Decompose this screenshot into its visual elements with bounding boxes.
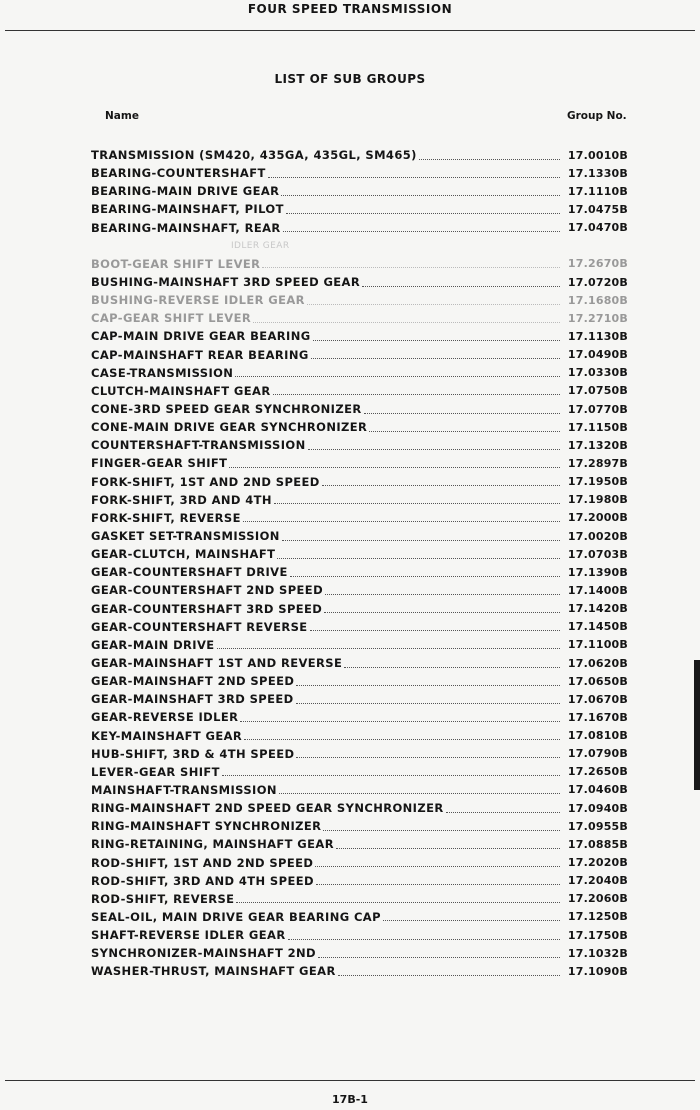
dot-leader <box>283 231 560 232</box>
list-item <box>91 454 628 472</box>
item-name: LEVER-GEAR SHIFT <box>91 764 220 779</box>
list-item <box>91 436 628 454</box>
item-group-number: 17.0650B <box>567 674 628 688</box>
item-name: CLUTCH-MAINSHAFT GEAR <box>91 383 271 398</box>
dot-leader <box>279 793 560 794</box>
list-item <box>91 364 628 382</box>
dot-leader <box>307 304 560 305</box>
list-item <box>91 382 628 400</box>
item-group-number: 17.2020B <box>567 856 628 870</box>
item-name: CONE-3RD SPEED GEAR SYNCHRONIZER <box>91 402 362 417</box>
dot-leader <box>217 648 560 649</box>
list-item <box>91 817 628 835</box>
dot-leader <box>318 957 560 958</box>
dot-leader <box>316 884 560 885</box>
list-item <box>91 890 628 908</box>
item-name: FORK-SHIFT, 1ST AND 2ND SPEED <box>91 474 320 489</box>
dot-leader <box>262 267 560 268</box>
list-item <box>91 654 628 672</box>
dot-leader <box>308 449 560 450</box>
list-item <box>91 853 628 871</box>
list-item <box>91 164 628 182</box>
dot-leader <box>383 920 560 921</box>
item-group-number: 17.1390B <box>567 565 628 579</box>
list-item <box>91 200 628 218</box>
item-group-number: 17.0770B <box>567 402 628 416</box>
list-item <box>91 509 628 527</box>
item-group-number: 17.1330B <box>567 166 628 180</box>
item-group-number: 17.0330B <box>567 366 628 380</box>
list-item <box>91 872 628 890</box>
dot-leader <box>273 394 560 395</box>
dot-leader <box>338 975 560 976</box>
item-name: GEAR-COUNTERSHAFT 2ND SPEED <box>91 583 324 598</box>
dot-leader <box>364 413 560 414</box>
list-item <box>91 563 628 581</box>
page-header-title: FOUR SPEED TRANSMISSION <box>247 2 453 16</box>
item-group-number: 17.1450B <box>567 620 628 634</box>
item-name: BOOT-GEAR SHIFT LEVER <box>91 256 261 271</box>
column-header-group-no: Group No. <box>567 110 627 122</box>
item-name: CASE-TRANSMISSION <box>91 365 234 380</box>
list-item <box>91 926 628 944</box>
item-name: BEARING-MAIN DRIVE GEAR <box>91 184 280 199</box>
item-name: BEARING-MAINSHAFT, REAR <box>91 220 281 235</box>
item-group-number: 17.2040B <box>567 874 628 888</box>
dot-leader <box>290 576 560 577</box>
item-group-number: 17.1750B <box>567 928 628 942</box>
list-item <box>91 400 628 418</box>
header-divider <box>5 30 695 31</box>
item-name: GEAR-REVERSE IDLER <box>91 710 239 725</box>
dot-leader <box>369 431 560 432</box>
item-group-number: 17.1320B <box>567 438 628 452</box>
item-group-number: 17.1680B <box>567 293 628 307</box>
item-name: COUNTERSHAFT-TRANSMISSION <box>91 438 306 453</box>
dot-leader <box>322 485 560 486</box>
item-name: GEAR-CLUTCH, MAINSHAFT <box>91 547 276 562</box>
list-item <box>91 944 628 962</box>
column-header-name: Name <box>105 110 139 122</box>
list-item <box>91 309 628 327</box>
list-item <box>91 545 628 563</box>
dot-leader <box>243 521 560 522</box>
list-item <box>91 327 628 345</box>
list-item <box>91 835 628 853</box>
dot-leader <box>291 249 560 250</box>
item-group-number: 17.0470B <box>567 221 628 235</box>
item-name: BUSHING-MAINSHAFT 3RD SPEED GEAR <box>91 275 361 290</box>
item-group-number: 17.2650B <box>567 765 628 779</box>
dot-leader <box>268 177 560 178</box>
item-group-number: 17.0020B <box>567 529 628 543</box>
item-name: RING-MAINSHAFT SYNCHRONIZER <box>91 819 322 834</box>
list-item <box>91 418 628 436</box>
item-group-number: 17.2670B <box>567 257 628 271</box>
item-name: CAP-MAINSHAFT REAR BEARING <box>91 347 309 362</box>
item-group-number: 17.0810B <box>567 729 628 743</box>
sub-group-list <box>91 146 628 980</box>
item-name: BEARING-COUNTERSHAFT <box>91 166 266 181</box>
dot-leader <box>222 775 560 776</box>
dot-leader <box>324 612 560 613</box>
list-item <box>91 219 628 237</box>
list-item <box>91 146 628 164</box>
list-item <box>91 291 628 309</box>
dot-leader <box>282 540 560 541</box>
item-name: TRANSMISSION (SM420, 435GA, 435GL, SM465) <box>91 148 417 163</box>
list-item <box>91 182 628 200</box>
dot-leader <box>288 939 560 940</box>
dot-leader <box>277 558 560 559</box>
dot-leader <box>311 358 560 359</box>
item-name: GEAR-MAINSHAFT 2ND SPEED <box>91 674 295 689</box>
item-name: GEAR-COUNTERSHAFT DRIVE <box>91 565 288 580</box>
item-group-number: 17.0460B <box>567 783 628 797</box>
item-group-number: 17.0010B <box>567 148 628 162</box>
list-item <box>91 672 628 690</box>
item-name: SHAFT-REVERSE IDLER GEAR <box>91 928 286 943</box>
item-group-number: 17.1130B <box>567 329 628 343</box>
item-group-number: 17.0703B <box>567 547 628 561</box>
item-group-number: 17.0490B <box>567 348 628 362</box>
item-group-number: 17.0940B <box>567 801 628 815</box>
dot-leader <box>336 848 560 849</box>
dot-leader <box>253 322 560 323</box>
item-group-number: 17.1250B <box>567 910 628 924</box>
item-group-number: 17.0750B <box>567 384 628 398</box>
list-item <box>91 962 628 980</box>
dot-leader <box>244 739 560 740</box>
item-name: RING-MAINSHAFT 2ND SPEED GEAR SYNCHRONIZER <box>91 801 444 816</box>
dot-leader <box>229 467 560 468</box>
item-group-number: 17.1110B <box>567 184 628 198</box>
dot-leader <box>419 159 560 160</box>
item-group-number: 17.0790B <box>567 747 628 761</box>
item-group-number: 17.1032B <box>567 946 628 960</box>
list-item <box>91 690 628 708</box>
item-name: SEAL-OIL, MAIN DRIVE GEAR BEARING CAP <box>91 909 381 924</box>
item-name: GEAR-MAINSHAFT 1ST AND REVERSE <box>91 656 343 670</box>
item-name: BEARING-MAINSHAFT, PILOT <box>91 202 284 217</box>
item-name: GEAR-MAIN DRIVE <box>91 637 215 652</box>
item-name: CONE-MAIN DRIVE GEAR SYNCHRONIZER <box>91 420 368 435</box>
item-name: ROD-SHIFT, 1ST AND 2ND SPEED <box>91 855 314 870</box>
item-group-number: 17.0620B <box>567 656 628 670</box>
list-item <box>91 473 628 491</box>
item-group-number: 17.0885B <box>567 837 628 851</box>
edge-index-tab <box>694 660 700 790</box>
list-item <box>91 491 628 509</box>
dot-leader <box>315 866 560 867</box>
item-group-number: 17.1980B <box>567 493 628 507</box>
dot-leader <box>323 830 560 831</box>
item-name: ROD-SHIFT, 3RD AND 4TH SPEED <box>91 873 314 888</box>
dot-leader <box>325 594 560 595</box>
dot-leader <box>310 630 560 631</box>
item-group-number: 17.2710B <box>567 311 628 325</box>
item-name: CAP-MAIN DRIVE GEAR BEARING <box>91 329 311 344</box>
item-name: BUSHING-REVERSE IDLER GEAR <box>91 293 305 308</box>
list-item <box>91 727 628 745</box>
item-group-number: 17.1150B <box>567 420 628 434</box>
item-group-number: 17.0475B <box>567 202 628 216</box>
dot-leader <box>446 812 560 813</box>
list-item <box>91 346 628 364</box>
item-name: HUB-SHIFT, 3RD & 4TH SPEED <box>91 746 295 761</box>
list-item <box>91 581 628 599</box>
item-name: FORK-SHIFT, 3RD AND 4TH <box>91 492 272 507</box>
dot-leader <box>296 703 560 704</box>
list-item <box>91 636 628 654</box>
dot-leader <box>240 721 560 722</box>
item-name: FINGER-GEAR SHIFT <box>91 456 228 471</box>
list-item <box>91 273 628 291</box>
item-name: GEAR-MAINSHAFT 3RD SPEED <box>91 692 294 707</box>
page-number: 17B-1 <box>332 1093 368 1106</box>
item-group-number: 17.1090B <box>567 964 628 978</box>
item-group-number: 17.1950B <box>567 475 628 489</box>
item-name: MAINSHAFT-TRANSMISSION <box>91 782 277 797</box>
item-group-number: 17.0720B <box>567 275 628 289</box>
dot-leader <box>274 503 560 504</box>
item-name: WASHER-THRUST, MAINSHAFT GEAR <box>91 964 336 979</box>
list-item <box>91 255 628 273</box>
item-name: GEAR-COUNTERSHAFT 3RD SPEED <box>91 601 323 616</box>
item-group-number: 17.0670B <box>567 692 628 706</box>
item-group-number: 17.1420B <box>567 602 628 616</box>
item-name: CAP-GEAR SHIFT LEVER <box>91 311 252 326</box>
item-group-number: 17.2897B <box>567 456 628 470</box>
footer-divider <box>5 1080 695 1081</box>
dot-leader <box>236 902 560 903</box>
dot-leader <box>362 286 560 287</box>
dot-leader <box>296 685 560 686</box>
dot-leader <box>281 195 560 196</box>
item-name: ROD-SHIFT, REVERSE <box>91 891 235 906</box>
item-name: SYNCHRONIZER-MAINSHAFT 2ND <box>91 946 316 961</box>
item-name: GEAR-COUNTERSHAFT REVERSE <box>91 619 308 634</box>
dot-leader <box>313 340 560 341</box>
item-name: KEY-MAINSHAFT GEAR <box>91 728 243 743</box>
item-group-number: 17.1100B <box>567 638 628 652</box>
list-item <box>91 908 628 926</box>
item-group-number: 17.2000B <box>567 511 628 525</box>
dot-leader <box>296 757 560 758</box>
list-item <box>91 781 628 799</box>
item-name: RING-RETAINING, MAINSHAFT GEAR <box>91 837 334 852</box>
dot-leader <box>286 213 560 214</box>
list-item <box>91 527 628 545</box>
item-group-number: 17.2060B <box>567 892 628 906</box>
list-item <box>91 600 628 618</box>
list-item <box>91 708 628 726</box>
item-group-number: 17.0955B <box>567 819 628 833</box>
item-name: GASKET SET-TRANSMISSION <box>91 529 280 544</box>
list-item <box>91 237 628 255</box>
list-item <box>91 763 628 781</box>
dot-leader <box>344 667 560 668</box>
list-item <box>91 618 628 636</box>
item-group-number: 17.1400B <box>567 583 628 597</box>
dot-leader <box>235 376 560 377</box>
list-item <box>91 799 628 817</box>
item-name: FORK-SHIFT, REVERSE <box>91 510 241 525</box>
list-item <box>91 745 628 763</box>
item-name: IDLER GEAR <box>231 240 290 251</box>
section-title: LIST OF SUB GROUPS <box>274 72 426 86</box>
item-group-number: 17.1670B <box>567 710 628 724</box>
